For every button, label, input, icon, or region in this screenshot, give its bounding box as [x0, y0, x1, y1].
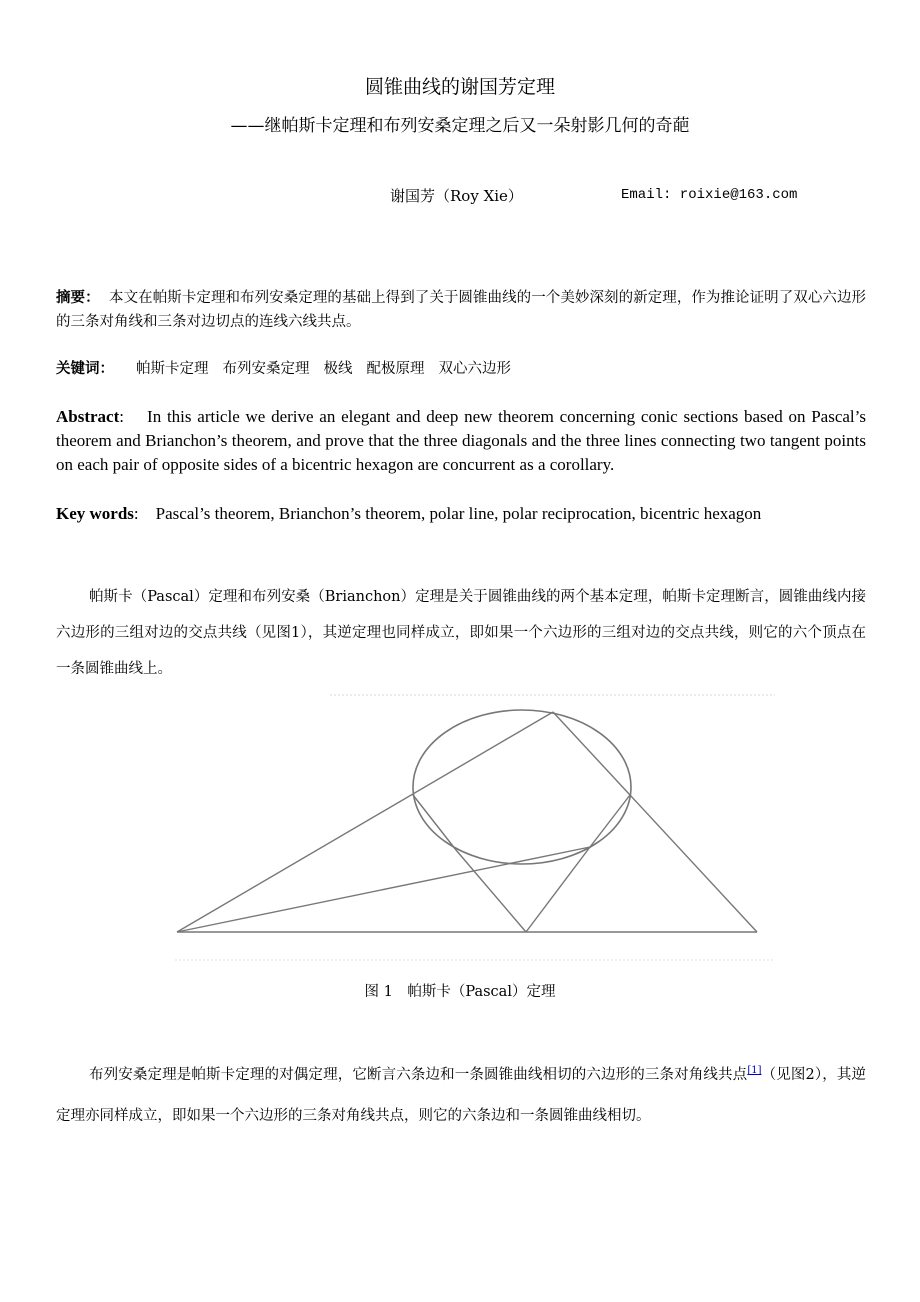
hexagon-side [413, 795, 456, 850]
keywords-english-text: Pascal’s theorem, Brianchon’s theorem, polar line, polar reciprocation, bicentric hexagon [155, 504, 762, 523]
keyword-item: 帕斯卡定理 [136, 361, 209, 377]
brianchon-paragraph [56, 1055, 866, 1137]
hexagon-side [177, 847, 590, 932]
reference-link[interactable]: [1] [747, 1065, 762, 1076]
author-email: Email: roixie@163.com [621, 187, 798, 203]
keywords-chinese-label: 关键词： [56, 361, 114, 377]
abstract-chinese-text: 本文在帕斯卡定理和布列安桑定理的基础上得到了关于圆锥曲线的一个美妙深刻的新定理，作为推论证明了双心六边形的三条对角线和三条对边切点的连线六线共点。 [56, 290, 867, 330]
hexagon-side [553, 712, 630, 795]
brianchon-text-before: 布列安桑定理是帕斯卡定理的对偶定理，它断言六条边和一条圆锥曲线相切的六边形的三条对角线共点 [89, 1067, 748, 1083]
brianchon-text-after: （见图2），其逆定理亦同样成立，即如果一个六边形的三条对角线共点，则它的六条边和一条圆锥曲线相切。 [56, 1067, 866, 1124]
abstract-english-label: Abstract [56, 407, 120, 426]
keywords-english-label: Key words [56, 504, 134, 523]
intro-paragraph: 帕斯卡（Pascal）定理和布列安桑（Brianchon）定理是关于圆锥曲线的两个基本定理，帕斯卡定理断言，圆锥曲线内接六边形的三组对边的交点共线（见图1），其逆定理也同样成立，即如果一个六边形的三组对边的交点共线，则它的六个顶点在一条圆锥曲线上。 [56, 589, 866, 677]
abstract-chinese-label: 摘要： [56, 290, 100, 306]
figure-caption: 图 1 帕斯卡（Pascal）定理 [364, 984, 556, 1000]
hexagon-side [630, 795, 757, 932]
keyword-item: 配极原理 [366, 361, 425, 377]
keywords-english: Key words: Pascal’s theorem, Brianchon’s theorem, polar line, polar reciprocation, bicentric hexagon [56, 504, 762, 523]
paper-subtitle: ——继帕斯卡定理和布列安桑定理之后又一朵射影几何的奇葩 [230, 116, 690, 136]
keywords-chinese [56, 357, 866, 381]
abstract-chinese [56, 286, 866, 334]
hexagon-side [177, 712, 553, 932]
hexagon-side [590, 795, 630, 847]
keyword-item: 布列安桑定理 [222, 361, 310, 377]
keyword-item: 极线 [323, 361, 353, 377]
keyword-item: 双心六边形 [438, 361, 511, 377]
pascal-theorem-figure [170, 692, 780, 967]
conic-ellipse [413, 710, 631, 864]
abstract-english: Abstract: In this article we derive an elegant and deep new theorem concerning conic sections based on Pascal’s theorem and Brianchon’s theorem, and prove that the three diagonals and the three lines connecting two tangent points on each pair of opposite sides of a bicentric hexagon are concurrent as a corollary. [56, 407, 866, 474]
author-name: 谢国芳（Roy Xie） [390, 187, 523, 205]
abstract-english-text: In this article we derive an elegant and deep new theorem concerning conic sections based on Pascal’s theorem and Brianchon’s theorem, and prove that the three diagonals and the three lines connecting two tangent points on each pair of opposite sides of a bicentric hexagon are concurrent as a corollary. [56, 407, 866, 474]
paper-title: 圆锥曲线的谢国芳定理 [364, 76, 555, 98]
